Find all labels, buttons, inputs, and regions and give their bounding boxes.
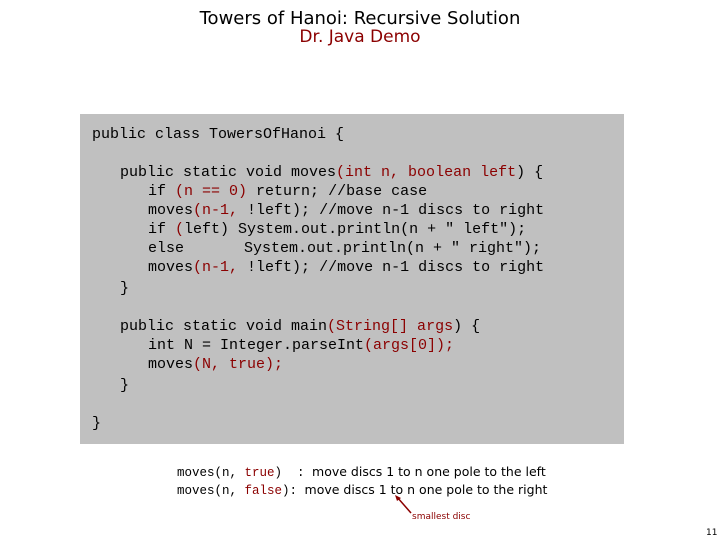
code-line-if-left: if (left) System.out.println(n + " left"); xyxy=(148,221,527,238)
code-line-close-moves: } xyxy=(120,280,130,297)
code-line-main-call: moves(N, true); xyxy=(148,356,284,373)
code-line-else: else xyxy=(148,240,185,257)
code-line-else-print: System.out.println(n + " right"); xyxy=(244,240,542,257)
smallest-disc-note: smallest disc xyxy=(412,512,471,522)
code-line-close-main: } xyxy=(120,377,130,394)
code-line-base-case: if (n == 0) return; //base case xyxy=(148,183,428,200)
code-line-close-class: } xyxy=(92,415,102,432)
explanation-row-left: moves(n, true) : move discs 1 to n one pole to the left xyxy=(177,464,546,480)
slide-title: Towers of Hanoi: Recursive Solution xyxy=(199,8,521,29)
code-panel xyxy=(80,114,624,444)
code-line-parse-int: int N = Integer.parseInt(args[0]); xyxy=(148,337,455,354)
slide-subtitle: Dr. Java Demo xyxy=(299,27,421,47)
explanation-row-right: moves(n, false): move discs 1 to n one pole to the right xyxy=(177,482,548,498)
code-line-moves-decl: public static void moves(int n, boolean left) { xyxy=(120,164,544,181)
code-line-recursive-call-1: moves(n-1, !left); //move n-1 discs to right xyxy=(148,202,545,219)
page-number: 11 xyxy=(706,528,718,538)
code-line-class-decl: public class TowersOfHanoi { xyxy=(92,126,345,143)
code-line-recursive-call-2: moves(n-1, !left); //move n-1 discs to right xyxy=(148,259,545,276)
code-line-main-decl: public static void main(String[] args) { xyxy=(120,318,481,335)
